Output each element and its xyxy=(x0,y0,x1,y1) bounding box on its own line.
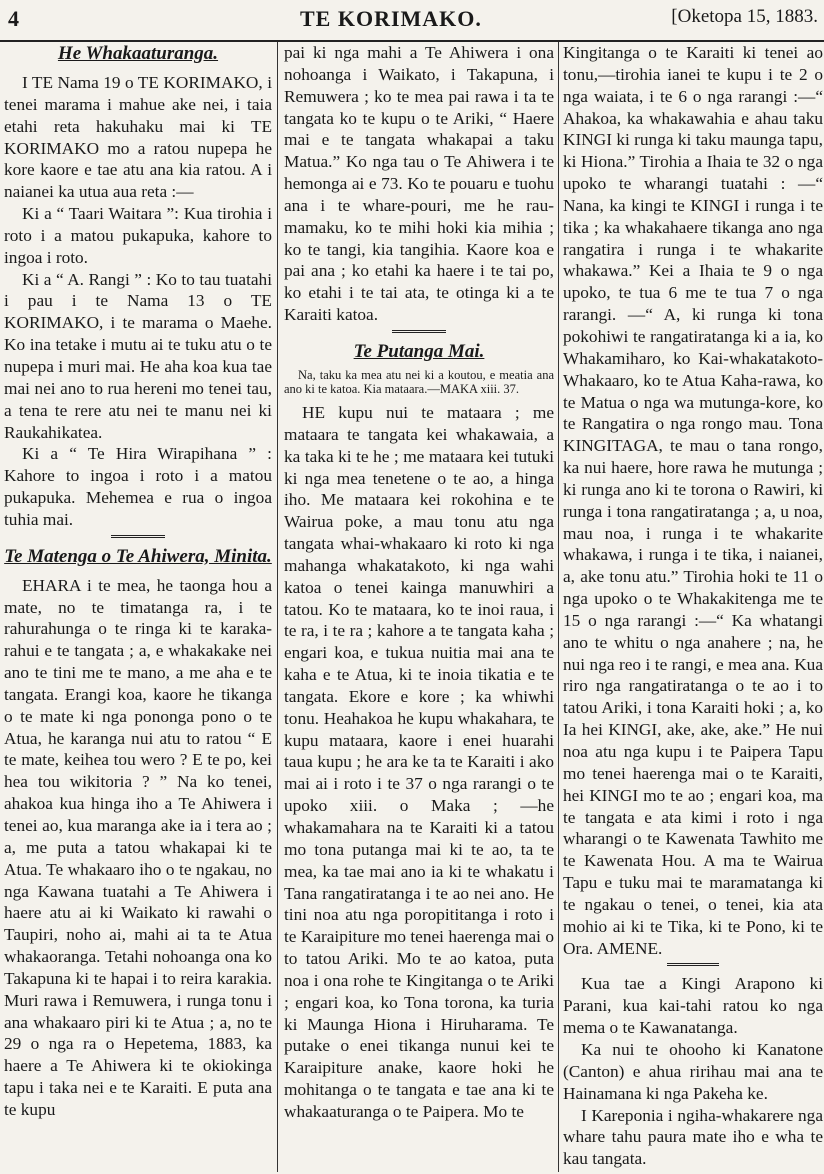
paragraph: HE kupu nui te mataara ; me mataara te tangata kei whakawaia, a ka taka ki te he ; me mataara kei tutuki ki nga mea tenetene o te ao, a hinga iho. Me mataara kei rokohina e te Wairua poke, a mau tonu atu nga tangata whai-whakaaro ki roto ki nga mahanga whakatakoto, ki nga wahi katoa o tenei kainga manuwhiri a tatou. Ko te mataara, ko te inoi raua, i te ra, i te ra ; kahore a te tangata kaha ; engari koa, e tukua nuitia mai ana te kaha e te Atua, ki te inoia tikatia e te tangata. Ekore e kore ; ka whiwhi tonu. Heahakoa he kupu whakahara, te kupu mataara, kaore i enei huarahi taua kupu ; he ara ke ta te Karaiti i ako mai ai i roto i te 37 o nga rarangi o te upoko xiii. o Maka ; —he whakamahara na te Karaiti ki a tatou mo tona putanga mai ki te ao, ta te mea, ka tae mai ano ia ki te whakatu i Tana rangatiratanga i te ao nei ano. He tini noa atu nga poropititanga i roto i te Karaipiture mo tenei haerenga mai o to tatou Ariki. Mo te ao katoa, puta noa i ona rohe te Kingitanga o te Ariki ; engari koa, ko Tona torona, ka turia ki Maunga Hiona i Hiruharama. Te putake o enei tikanga nunui kei te Karaipiture anake, kaore hoki he mohitanga o te tangata e tae ana ki te whakaaturanga o te Paipera. Mo te xyxy=(284,402,554,1121)
paragraph: I TE Nama 19 o TE KORIMAKO, i tenei marama i mahue ake nei, i taia etahi reta hakuhaku mai ki TE KORIMAKO mo a ratou nupepa he kore kaore e tae atu ana kia ratou. A i naianei ka utua aua reta :— xyxy=(4,73,272,202)
paragraph: EHARA i te mea, he taonga hou a mate, no te timatanga ra, i te rahurahunga o te ringa ki te karaka-rahui e te tangata ; a, e whakakake nei ano te tini me te mano, a me aha e te tangata. Erangi koa, kaore he tikanga o te mate ki nga pononga pono o te Atua, he karanga nui atu to ratou “ E te mate, keihea tou wero ? E te po, kei hea tou wikitoria ? ” Na ko tenei, ahakoa kua hinga iho a Te Ahiwera i tenei ao, kua maranga ake ia i tera ao ; a, me puta a tatou whakapai ki te Atua. Te whakaaro iho o te ngakau, no nga Kawana tuatahi a Te Ahiwera i haere atu ai ki Waikato ki rawahi o Taupiri, noho ai, mahi ai ta te Atua whakaoranga. Tetahi nohoanga ona ko Takapuna ki te hapai i to reira karakia. Muri rawa i Remuwera, i runga tonu i ana whakaaro piri ki te Atua ; a, no te 29 o nga ra o Hepetema, 1883, ka haere a Te Ahiwera ki te okiokinga tapu i taka nei e te Karaiti. E puta ana te kupu xyxy=(4,575,272,1119)
newspaper-title: TE KORIMAKO. xyxy=(300,6,482,31)
page-header xyxy=(0,0,824,42)
column-2 xyxy=(284,42,554,1170)
section-separator xyxy=(563,959,823,973)
scripture-quote: Na, taku ka mea atu nei ki a koutou, e meatia ana ano ki te katoa. Kia mataara.—MAKA xiii. 37. xyxy=(284,367,554,396)
issue-date: [Oketopa 15, 1883. xyxy=(671,6,818,27)
article-heading-obituary: Te Matenga o Te Ahiwera, Minita. xyxy=(4,545,272,567)
paragraph: Ki a “ Te Hira Wirapihana ” : Kahore to ingoa i roto i a matou pukapuka. Mehemea e rua o ingoa tuhia mai. xyxy=(4,444,272,529)
article-heading-notice: He Whakaaturanga. xyxy=(57,43,219,64)
news-item: I Kareponia i ngiha-whakarere nga whare tahu paura mate iho e wha te kau tangata. xyxy=(563,1105,823,1169)
column-divider xyxy=(277,42,278,1172)
column-3 xyxy=(563,42,823,1170)
section-separator xyxy=(4,531,272,545)
paragraph: Ki a “ Taari Waitara ”: Kua tirohia i roto i a matou pukapuka, kahore to ingoa i roto. xyxy=(4,204,272,267)
section-separator xyxy=(284,326,554,340)
paragraph: Ki a “ A. Rangi ” : Ko to tau tuatahi i pau i te Nama 13 o TE KORIMAKO, i te marama o Maehe. Ko ina tetake i mutu ai te tuku atu o te nupepa i muri mai. He aha koa kua tae mai nei ano to rua hereni mo tenei tau, a tena te rere atu nei te manu nei ki Raukahikatea. xyxy=(4,269,272,442)
page-number: 4 xyxy=(8,6,19,31)
paragraph: pai ki nga mahi a Te Ahiwera i ona nohoanga i Waikato, i Takapuna, i Remuwera ; ko te mea pai rawa i ta te tangata ko te kupu o te Ariki, “ Haere mai e te tangata whakapai a taku Matua.” Ko nga tau o Te Ahiwera i te hemonga ai e 73. Ko te pouaru e tuohu ana i te whare-pouri, me he rau-mamaku, ko te mihi hoki kia mihia ; ko te tangi, kia tangihia. Kaore koa e pai ana ; ko etahi ka haere i te tai po, ko etahi i te tai ata, te otinga ki a te Karaiti katoa. xyxy=(284,43,554,325)
column-divider xyxy=(558,42,559,1172)
article-heading-coming: Te Putanga Mai. xyxy=(353,340,485,362)
paragraph: Kingitanga o te Karaiti ki tenei ao tonu,—tirohia ianei te kupu i te 2 o nga waiata, i te 6 o nga rarangi :—“ Ahakoa, ka whakawahia e ahau taku KINGI ki runga ki taku maunga tapu, ki Hiona.” Tirohia a Ihaia te 32 o nga upoko te wharangi tuatahi : —“ Nana, ka kingi te KINGI i runga i te tika ; ka whakahaere tikanga ano nga rangatira i runga i te whakarite whakawa.” Kei a Ihaia te 9 o nga upoko, te tua 6 me te tua 7 o nga rarangi. —“ A, ki runga ki tona pokohiwi te rangatiratanga ki a ia, ko Whakamiharo, ko Kai-whakatakoto-Whakaaro, ko te Atua Kaha-rawa, ko te Matua o nga wa mutunga-kore, ko te Rangatira o nga rongo mau. Tona KINGITAGA, te mau o tana rongo, ka nui haere, hore rawa he mutunga ; ki runga ano ki te torona o Rawiri, ki runga i tona rangatiratanga ; a, u noa, mau noa, i runga i te whakarite whakawa, i runga i te tika, i naianei, a, ake tonu atu.” Tirohia hoki te 11 o nga upoko o te Whakakitenga me te 15 o nga rarangi :—“ Ka whatangi ano te whitu o nga anahere ; na, he nui nga reo i te rangi, e mea ana. Kua riro nga rangatiratanga o te ao i to tatou Ariki, i tona Karaiti hoki ; a, ko Ia hei KINGI, ake, ake, ake.” He nui noa atu nga kupu i te Paipera Tapu mo tenei haerenga mai o te Karaiti, hei KINGI mo te ao ; engari koa, ma te tangata e ata kimi i roto i nga wharangi o te Kawenata Tawhito me te Kawenata Hou. A ma te Wairua Tapu e tuku mai te maramatanga ki te ngakau o tenei, o tenei, kia ata mohio ai ki te Tika, ki te Pono, ki te Ora. AMENE. xyxy=(563,43,823,958)
column-1 xyxy=(4,42,272,1170)
news-item: Kua tae a Kingi Arapono ki Parani, kua kai-tahi ratou ko nga mema o te Kawanatanga. xyxy=(563,974,823,1038)
news-item: Ka nui te ohooho ki Kanatone (Canton) e ahua ririhau mai ana te Hainamana ki nga Pakeha ke. xyxy=(563,1039,823,1103)
